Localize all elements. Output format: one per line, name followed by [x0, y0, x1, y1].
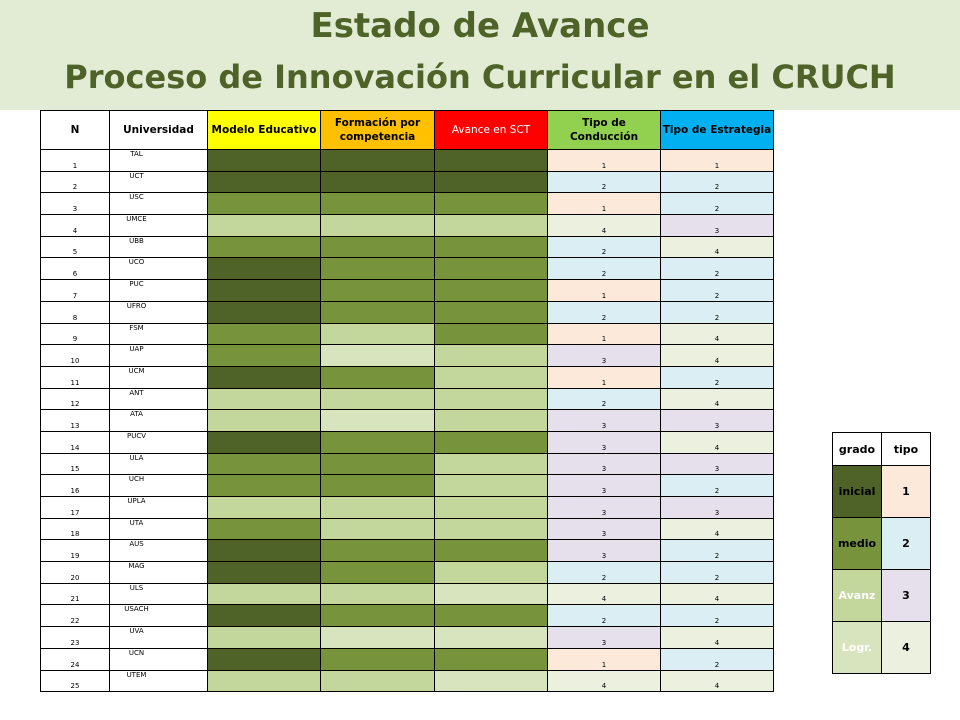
- formacion-competencia-level: [321, 648, 435, 670]
- row-number: 18: [41, 518, 110, 540]
- row-number: 9: [41, 323, 110, 345]
- university-cell: [110, 497, 208, 519]
- formacion-competencia-level: [321, 475, 435, 497]
- row-number: 3: [41, 193, 110, 215]
- table-row: [41, 323, 774, 345]
- modelo-educativo-level: [208, 540, 321, 562]
- table-row: [41, 193, 774, 215]
- tipo-estrategia-value: 2: [661, 475, 774, 497]
- table-row: [41, 562, 774, 584]
- legend-header-tipo: tipo: [882, 433, 931, 466]
- table-row: [41, 670, 774, 692]
- tipo-estrategia-value: 4: [661, 236, 774, 258]
- university-cell: [110, 280, 208, 302]
- avance-sct-level: [435, 627, 548, 649]
- university-name: UMCE: [126, 215, 147, 224]
- legend-grado: medio: [833, 518, 882, 570]
- modelo-educativo-level: [208, 171, 321, 193]
- tipo-estrategia-value: 2: [661, 193, 774, 215]
- tipo-estrategia-value: 3: [661, 453, 774, 475]
- university-cell: [110, 236, 208, 258]
- university-cell: [110, 345, 208, 367]
- legend-tipo: 2: [882, 518, 931, 570]
- legend-grado: inicial: [833, 466, 882, 518]
- university-name: AUS: [129, 540, 144, 549]
- university-name: MAG: [128, 562, 145, 571]
- legend-header-grado: grado: [833, 433, 882, 466]
- avance-sct-level: [435, 583, 548, 605]
- modelo-educativo-level: [208, 258, 321, 280]
- university-cell: [110, 627, 208, 649]
- university-cell: [110, 171, 208, 193]
- table-row: [41, 605, 774, 627]
- university-name: UCN: [128, 648, 145, 657]
- formacion-competencia-level: [321, 345, 435, 367]
- avance-sct-level: [435, 280, 548, 302]
- tipo-conduccion-value: 2: [548, 171, 661, 193]
- row-number: 16: [41, 475, 110, 497]
- tipo-conduccion-value: 1: [548, 648, 661, 670]
- table-row: [41, 431, 774, 453]
- modelo-educativo-level: [208, 648, 321, 670]
- avance-sct-level: [435, 497, 548, 519]
- avance-sct-level: [435, 366, 548, 388]
- university-name: UAP: [129, 345, 144, 354]
- header-modelo-educativo: Modelo Educativo: [208, 111, 321, 150]
- table-row: [41, 540, 774, 562]
- formacion-competencia-level: [321, 171, 435, 193]
- header-tipo-estrategia: Tipo de Estrategia: [661, 111, 774, 150]
- avance-sct-level: [435, 171, 548, 193]
- avance-sct-level: [435, 301, 548, 323]
- university-cell: [110, 150, 208, 172]
- university-cell: [110, 258, 208, 280]
- university-name: UTA: [129, 518, 144, 527]
- legend-row: [833, 622, 931, 674]
- modelo-educativo-level: [208, 323, 321, 345]
- legend-table: [832, 432, 931, 674]
- table-row: [41, 150, 774, 172]
- table-row: [41, 345, 774, 367]
- tipo-conduccion-value: 3: [548, 497, 661, 519]
- modelo-educativo-level: [208, 193, 321, 215]
- modelo-educativo-level: [208, 627, 321, 649]
- page-subtitle: Proceso de Innovación Curricular en el CRUCH: [64, 58, 896, 96]
- table-row: [41, 410, 774, 432]
- university-name: TAL: [130, 150, 143, 158]
- title-banner: [0, 0, 960, 110]
- tipo-conduccion-value: 2: [548, 301, 661, 323]
- modelo-educativo-level: [208, 562, 321, 584]
- tipo-conduccion-value: 2: [548, 258, 661, 280]
- tipo-estrategia-value: 4: [661, 388, 774, 410]
- avance-sct-level: [435, 236, 548, 258]
- formacion-competencia-level: [321, 280, 435, 302]
- tipo-estrategia-value: 4: [661, 583, 774, 605]
- university-name: UTEM: [126, 670, 147, 679]
- avance-sct-level: [435, 345, 548, 367]
- avance-sct-level: [435, 410, 548, 432]
- university-cell: [110, 453, 208, 475]
- formacion-competencia-level: [321, 323, 435, 345]
- formacion-competencia-level: [321, 366, 435, 388]
- row-number: 22: [41, 605, 110, 627]
- tipo-conduccion-value: 1: [548, 323, 661, 345]
- legend-tipo: 3: [882, 570, 931, 622]
- row-number: 1: [41, 150, 110, 172]
- avance-sct-level: [435, 453, 548, 475]
- university-cell: [110, 366, 208, 388]
- tipo-conduccion-value: 4: [548, 215, 661, 237]
- avance-sct-level: [435, 648, 548, 670]
- table-row: [41, 258, 774, 280]
- university-cell: [110, 431, 208, 453]
- page-title: Estado de Avance: [310, 6, 650, 46]
- formacion-competencia-level: [321, 518, 435, 540]
- row-number: 14: [41, 431, 110, 453]
- table-row: [41, 627, 774, 649]
- university-cell: [110, 410, 208, 432]
- university-name: ANT: [129, 388, 144, 397]
- tipo-estrategia-value: 2: [661, 301, 774, 323]
- row-number: 10: [41, 345, 110, 367]
- table-row: [41, 648, 774, 670]
- tipo-conduccion-value: 3: [548, 431, 661, 453]
- formacion-competencia-level: [321, 605, 435, 627]
- modelo-educativo-level: [208, 366, 321, 388]
- university-name: ULS: [129, 583, 144, 592]
- modelo-educativo-level: [208, 301, 321, 323]
- formacion-competencia-level: [321, 388, 435, 410]
- formacion-competencia-level: [321, 453, 435, 475]
- modelo-educativo-level: [208, 280, 321, 302]
- modelo-educativo-level: [208, 475, 321, 497]
- tipo-estrategia-value: 2: [661, 562, 774, 584]
- formacion-competencia-level: [321, 583, 435, 605]
- tipo-estrategia-value: 4: [661, 670, 774, 692]
- avance-sct-level: [435, 258, 548, 280]
- avance-sct-level: [435, 475, 548, 497]
- formacion-competencia-level: [321, 627, 435, 649]
- avance-sct-level: [435, 540, 548, 562]
- modelo-educativo-level: [208, 431, 321, 453]
- table-row: [41, 301, 774, 323]
- tipo-conduccion-value: 2: [548, 388, 661, 410]
- row-number: 7: [41, 280, 110, 302]
- tipo-conduccion-value: 3: [548, 540, 661, 562]
- university-name: UCH: [128, 475, 145, 484]
- tipo-estrategia-value: 2: [661, 605, 774, 627]
- table-row: [41, 518, 774, 540]
- progress-table: [40, 110, 774, 692]
- formacion-competencia-level: [321, 540, 435, 562]
- formacion-competencia-level: [321, 150, 435, 172]
- row-number: 19: [41, 540, 110, 562]
- university-cell: [110, 193, 208, 215]
- legend-grado: Avanz: [833, 570, 882, 622]
- university-name: USC: [129, 193, 144, 202]
- table-row: [41, 366, 774, 388]
- tipo-conduccion-value: 2: [548, 605, 661, 627]
- table-row: [41, 215, 774, 237]
- university-cell: [110, 583, 208, 605]
- row-number: 2: [41, 171, 110, 193]
- avance-sct-level: [435, 518, 548, 540]
- row-number: 20: [41, 562, 110, 584]
- university-name: UCM: [128, 366, 145, 375]
- legend-header-row: [833, 433, 931, 466]
- university-cell: [110, 605, 208, 627]
- tipo-estrategia-value: 2: [661, 258, 774, 280]
- formacion-competencia-level: [321, 301, 435, 323]
- modelo-educativo-level: [208, 215, 321, 237]
- legend-tipo: 4: [882, 622, 931, 674]
- avance-sct-level: [435, 323, 548, 345]
- university-name: UBB: [129, 236, 144, 245]
- header-tipo-conduccion: Tipo de Conducción: [548, 111, 661, 150]
- tipo-conduccion-value: 3: [548, 518, 661, 540]
- header-formacion-competencia: Formación por competencia: [321, 111, 435, 150]
- university-cell: [110, 648, 208, 670]
- tipo-estrategia-value: 3: [661, 215, 774, 237]
- university-cell: [110, 475, 208, 497]
- university-cell: [110, 562, 208, 584]
- university-name: UCO: [128, 258, 145, 267]
- avance-sct-level: [435, 605, 548, 627]
- tipo-conduccion-value: 1: [548, 280, 661, 302]
- avance-sct-level: [435, 150, 548, 172]
- tipo-conduccion-value: 3: [548, 453, 661, 475]
- tipo-estrategia-value: 4: [661, 323, 774, 345]
- tipo-conduccion-value: 2: [548, 562, 661, 584]
- formacion-competencia-level: [321, 215, 435, 237]
- formacion-competencia-level: [321, 236, 435, 258]
- formacion-competencia-level: [321, 410, 435, 432]
- tipo-estrategia-value: 1: [661, 150, 774, 172]
- table-body: [41, 150, 774, 692]
- university-name: UVA: [129, 627, 144, 636]
- table-row: [41, 583, 774, 605]
- university-cell: [110, 301, 208, 323]
- university-name: ATA: [130, 410, 143, 419]
- formacion-competencia-level: [321, 258, 435, 280]
- tipo-estrategia-value: 2: [661, 366, 774, 388]
- row-number: 17: [41, 497, 110, 519]
- tipo-conduccion-value: 1: [548, 366, 661, 388]
- tipo-conduccion-value: 3: [548, 410, 661, 432]
- avance-sct-level: [435, 388, 548, 410]
- tipo-estrategia-value: 3: [661, 410, 774, 432]
- row-number: 21: [41, 583, 110, 605]
- tipo-conduccion-value: 3: [548, 345, 661, 367]
- avance-sct-level: [435, 193, 548, 215]
- university-name: ULA: [129, 453, 144, 462]
- table-row: [41, 280, 774, 302]
- modelo-educativo-level: [208, 453, 321, 475]
- legend-tipo: 1: [882, 466, 931, 518]
- tipo-estrategia-value: 4: [661, 431, 774, 453]
- modelo-educativo-level: [208, 583, 321, 605]
- modelo-educativo-level: [208, 388, 321, 410]
- row-number: 15: [41, 453, 110, 475]
- tipo-conduccion-value: 1: [548, 150, 661, 172]
- header-avance-sct: Avance en SCT: [435, 111, 548, 150]
- table-row: [41, 171, 774, 193]
- tipo-conduccion-value: 3: [548, 627, 661, 649]
- avance-sct-level: [435, 431, 548, 453]
- tipo-estrategia-value: 4: [661, 627, 774, 649]
- formacion-competencia-level: [321, 193, 435, 215]
- university-name: PUCV: [126, 431, 147, 440]
- row-number: 24: [41, 648, 110, 670]
- row-number: 23: [41, 627, 110, 649]
- tipo-estrategia-value: 4: [661, 518, 774, 540]
- row-number: 13: [41, 410, 110, 432]
- table-row: [41, 475, 774, 497]
- university-name: FSM: [129, 323, 144, 332]
- tipo-conduccion-value: 4: [548, 583, 661, 605]
- tipo-conduccion-value: 2: [548, 236, 661, 258]
- table-header-row: [41, 111, 774, 150]
- modelo-educativo-level: [208, 518, 321, 540]
- row-number: 5: [41, 236, 110, 258]
- formacion-competencia-level: [321, 670, 435, 692]
- header-universidad: Universidad: [110, 111, 208, 150]
- tipo-estrategia-value: 3: [661, 497, 774, 519]
- modelo-educativo-level: [208, 497, 321, 519]
- table-row: [41, 236, 774, 258]
- row-number: 25: [41, 670, 110, 692]
- table-row: [41, 453, 774, 475]
- formacion-competencia-level: [321, 562, 435, 584]
- formacion-competencia-level: [321, 497, 435, 519]
- legend-row: [833, 570, 931, 622]
- legend-row: [833, 518, 931, 570]
- university-name: PUC: [129, 280, 144, 289]
- tipo-estrategia-value: 4: [661, 345, 774, 367]
- row-number: 12: [41, 388, 110, 410]
- tipo-estrategia-value: 2: [661, 540, 774, 562]
- table-row: [41, 388, 774, 410]
- tipo-conduccion-value: 3: [548, 475, 661, 497]
- avance-sct-level: [435, 670, 548, 692]
- university-name: UFRO: [126, 301, 147, 310]
- tipo-estrategia-value: 2: [661, 648, 774, 670]
- university-name: UPLA: [127, 497, 146, 505]
- university-cell: [110, 388, 208, 410]
- modelo-educativo-level: [208, 605, 321, 627]
- row-number: 6: [41, 258, 110, 280]
- avance-sct-level: [435, 215, 548, 237]
- modelo-educativo-level: [208, 410, 321, 432]
- row-number: 11: [41, 366, 110, 388]
- formacion-competencia-level: [321, 431, 435, 453]
- row-number: 4: [41, 215, 110, 237]
- university-cell: [110, 518, 208, 540]
- avance-sct-level: [435, 562, 548, 584]
- modelo-educativo-level: [208, 236, 321, 258]
- header-n: N: [41, 111, 110, 150]
- university-cell: [110, 670, 208, 692]
- tipo-estrategia-value: 2: [661, 280, 774, 302]
- tipo-conduccion-value: 4: [548, 670, 661, 692]
- modelo-educativo-level: [208, 150, 321, 172]
- tipo-estrategia-value: 2: [661, 171, 774, 193]
- university-cell: [110, 540, 208, 562]
- legend-row: [833, 466, 931, 518]
- university-cell: [110, 215, 208, 237]
- modelo-educativo-level: [208, 345, 321, 367]
- tipo-conduccion-value: 1: [548, 193, 661, 215]
- university-cell: [110, 323, 208, 345]
- legend-grado: Logr.: [833, 622, 882, 674]
- university-name: UCT: [129, 171, 144, 180]
- row-number: 8: [41, 301, 110, 323]
- table-row: [41, 497, 774, 519]
- university-name: USACH: [124, 605, 149, 614]
- modelo-educativo-level: [208, 670, 321, 692]
